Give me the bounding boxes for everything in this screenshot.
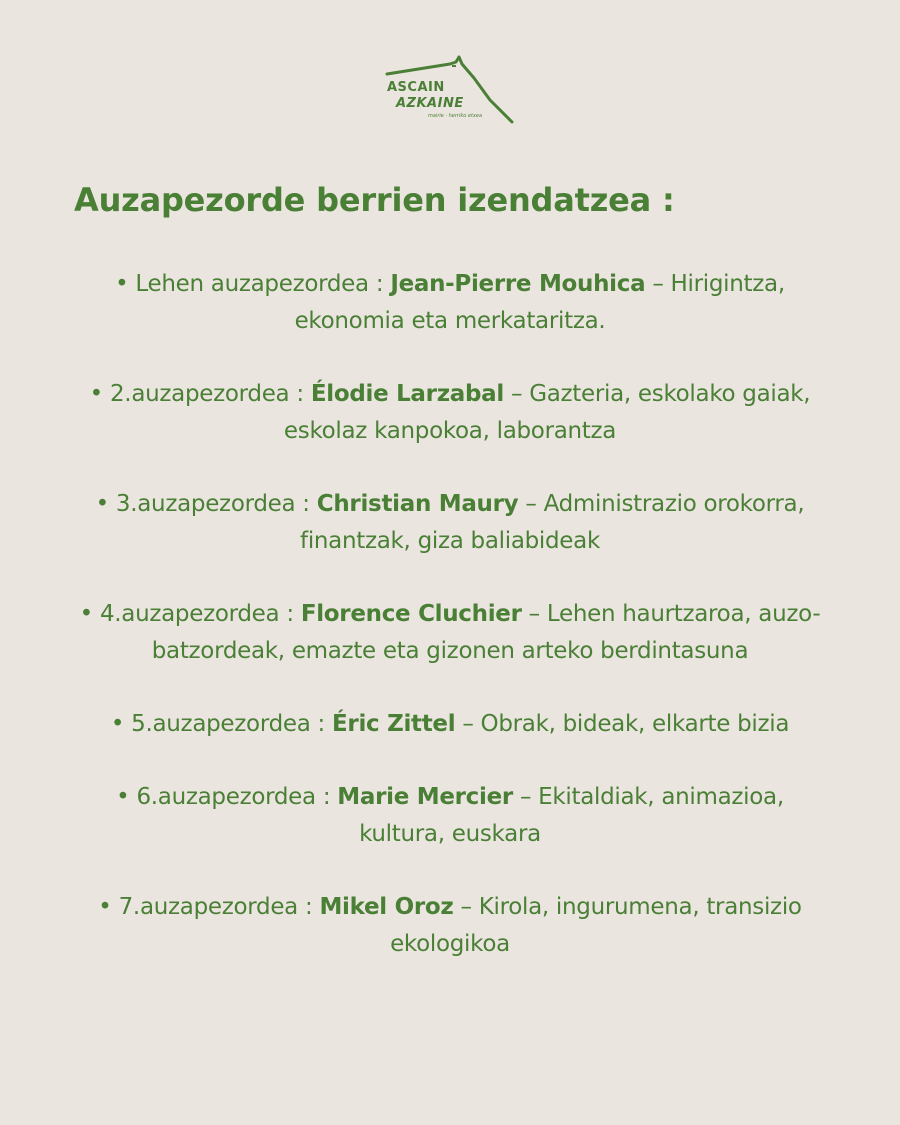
list-item (70, 706, 830, 743)
responsibilities: – Kirola, ingurumena, transizio ekologikoa (390, 894, 802, 957)
role-label: 7.auzapezordea : (118, 894, 313, 920)
page-title: Auzapezorde berrien izendatzea : (74, 181, 675, 219)
responsibilities: – Gazteria, eskolako gaiak, eskolaz kanpokoa, laborantza (283, 381, 811, 444)
person-name: Florence Cluchier (300, 601, 522, 627)
list-item (70, 779, 830, 853)
role-label: 5.auzapezordea : (131, 711, 325, 737)
ascain-logo (384, 54, 518, 128)
responsibilities: – Ekitaldiak, animazioa, kultura, euskara (359, 784, 784, 847)
person-name: Mikel Oroz (319, 894, 454, 920)
responsibilities: – Administrazio orokorra, finantzak, giza baliabideak (300, 491, 805, 554)
responsibilities: – Obrak, bideak, elkarte bizia (462, 711, 790, 737)
bullet: • (115, 271, 129, 297)
role-label: 4.auzapezordea : (99, 601, 294, 627)
list-item (70, 266, 830, 340)
person-name: Éric Zittel (332, 711, 456, 737)
person-name: Christian Maury (316, 491, 519, 517)
list-item (70, 376, 830, 450)
list-item (70, 486, 830, 560)
role-label: 6.auzapezordea : (136, 784, 331, 810)
role-label: 3.auzapezordea : (115, 491, 310, 517)
bullet: • (89, 381, 103, 407)
bullet: • (116, 784, 130, 810)
logo-line-ascain: ASCAIN (387, 80, 445, 95)
bullet: • (95, 491, 109, 517)
list-item (70, 596, 830, 670)
logo-tagline: mairie · herriko etxea (428, 113, 483, 119)
deputy-mayor-list (70, 266, 830, 999)
person-name: Marie Mercier (337, 784, 513, 810)
logo-line-azkaine: AZKAINE (396, 96, 464, 111)
responsibilities: – Hirigintza, ekonomia eta merkataritza. (294, 271, 785, 334)
bullet: • (110, 711, 125, 737)
person-name: Jean-Pierre Mouhica (390, 271, 646, 297)
bullet: • (98, 894, 112, 920)
list-item (70, 889, 830, 963)
responsibilities: – Lehen haurtzaroa, auzo-batzordeak, emazte eta gizonen arteko berdintasuna (151, 601, 821, 664)
role-label: Lehen auzapezordea : (135, 271, 384, 297)
person-name: Élodie Larzabal (310, 381, 504, 407)
role-label: 2.auzapezordea : (109, 381, 304, 407)
bullet: • (79, 601, 93, 627)
